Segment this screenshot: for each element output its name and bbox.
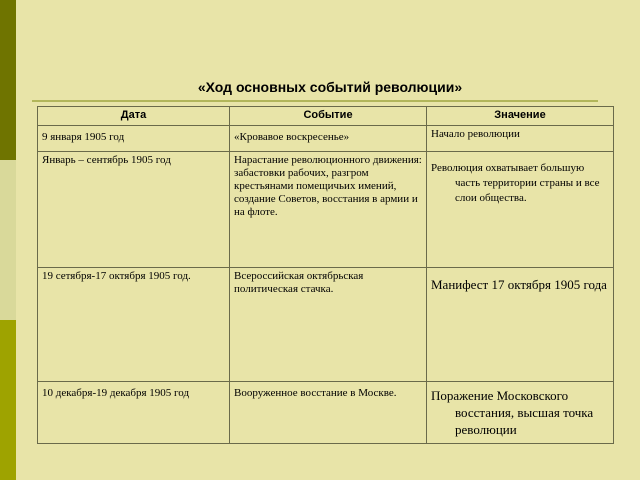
title-divider bbox=[32, 100, 598, 102]
table-row bbox=[38, 126, 614, 152]
column-header-date: Дата bbox=[38, 107, 230, 126]
column-header-event: Событие bbox=[230, 107, 427, 126]
event-cell: «Кровавое воскресенье» bbox=[230, 126, 427, 152]
table-header-row bbox=[38, 107, 614, 126]
meaning-container bbox=[427, 382, 614, 444]
meaning-cell: Манифест 17 октября 1905 года bbox=[431, 277, 607, 292]
table-row bbox=[38, 152, 614, 268]
column-header-meaning: Значение bbox=[427, 107, 614, 126]
date-cell: 10 декабря-19 декабря 1905 год bbox=[38, 382, 230, 444]
meaning-cell: Начало революции bbox=[427, 126, 614, 152]
side-decoration bbox=[0, 0, 16, 480]
meaning-cell: Поражение Московского восстания, высшая точка революции bbox=[431, 388, 594, 437]
meaning-container bbox=[427, 268, 614, 382]
date-cell: Январь – сентябрь 1905 год bbox=[38, 152, 230, 268]
table-row bbox=[38, 268, 614, 382]
event-cell: Вооруженное восстание в Москве. bbox=[230, 382, 427, 444]
table-row bbox=[38, 382, 614, 444]
page-title: «Ход основных событий революции» bbox=[197, 79, 463, 95]
side-bar-light bbox=[0, 160, 16, 320]
date-cell: 9 января 1905 год bbox=[38, 126, 230, 152]
events-table bbox=[37, 106, 614, 444]
meaning-cell: Революция охватывает большую часть территории страны и все слои общества. bbox=[431, 162, 600, 204]
event-cell: Нарастание революционного движения: забастовки рабочих, разгром крестьянами помещичьих имений, создание Советов, восстания в армии и на флоте. bbox=[230, 152, 427, 268]
side-bar-olive bbox=[0, 320, 16, 480]
date-cell: 19 сетября-17 октября 1905 год. bbox=[38, 268, 230, 382]
meaning-container bbox=[427, 152, 614, 268]
event-cell: Всероссийская октябрьская политическая стачка. bbox=[230, 268, 427, 382]
